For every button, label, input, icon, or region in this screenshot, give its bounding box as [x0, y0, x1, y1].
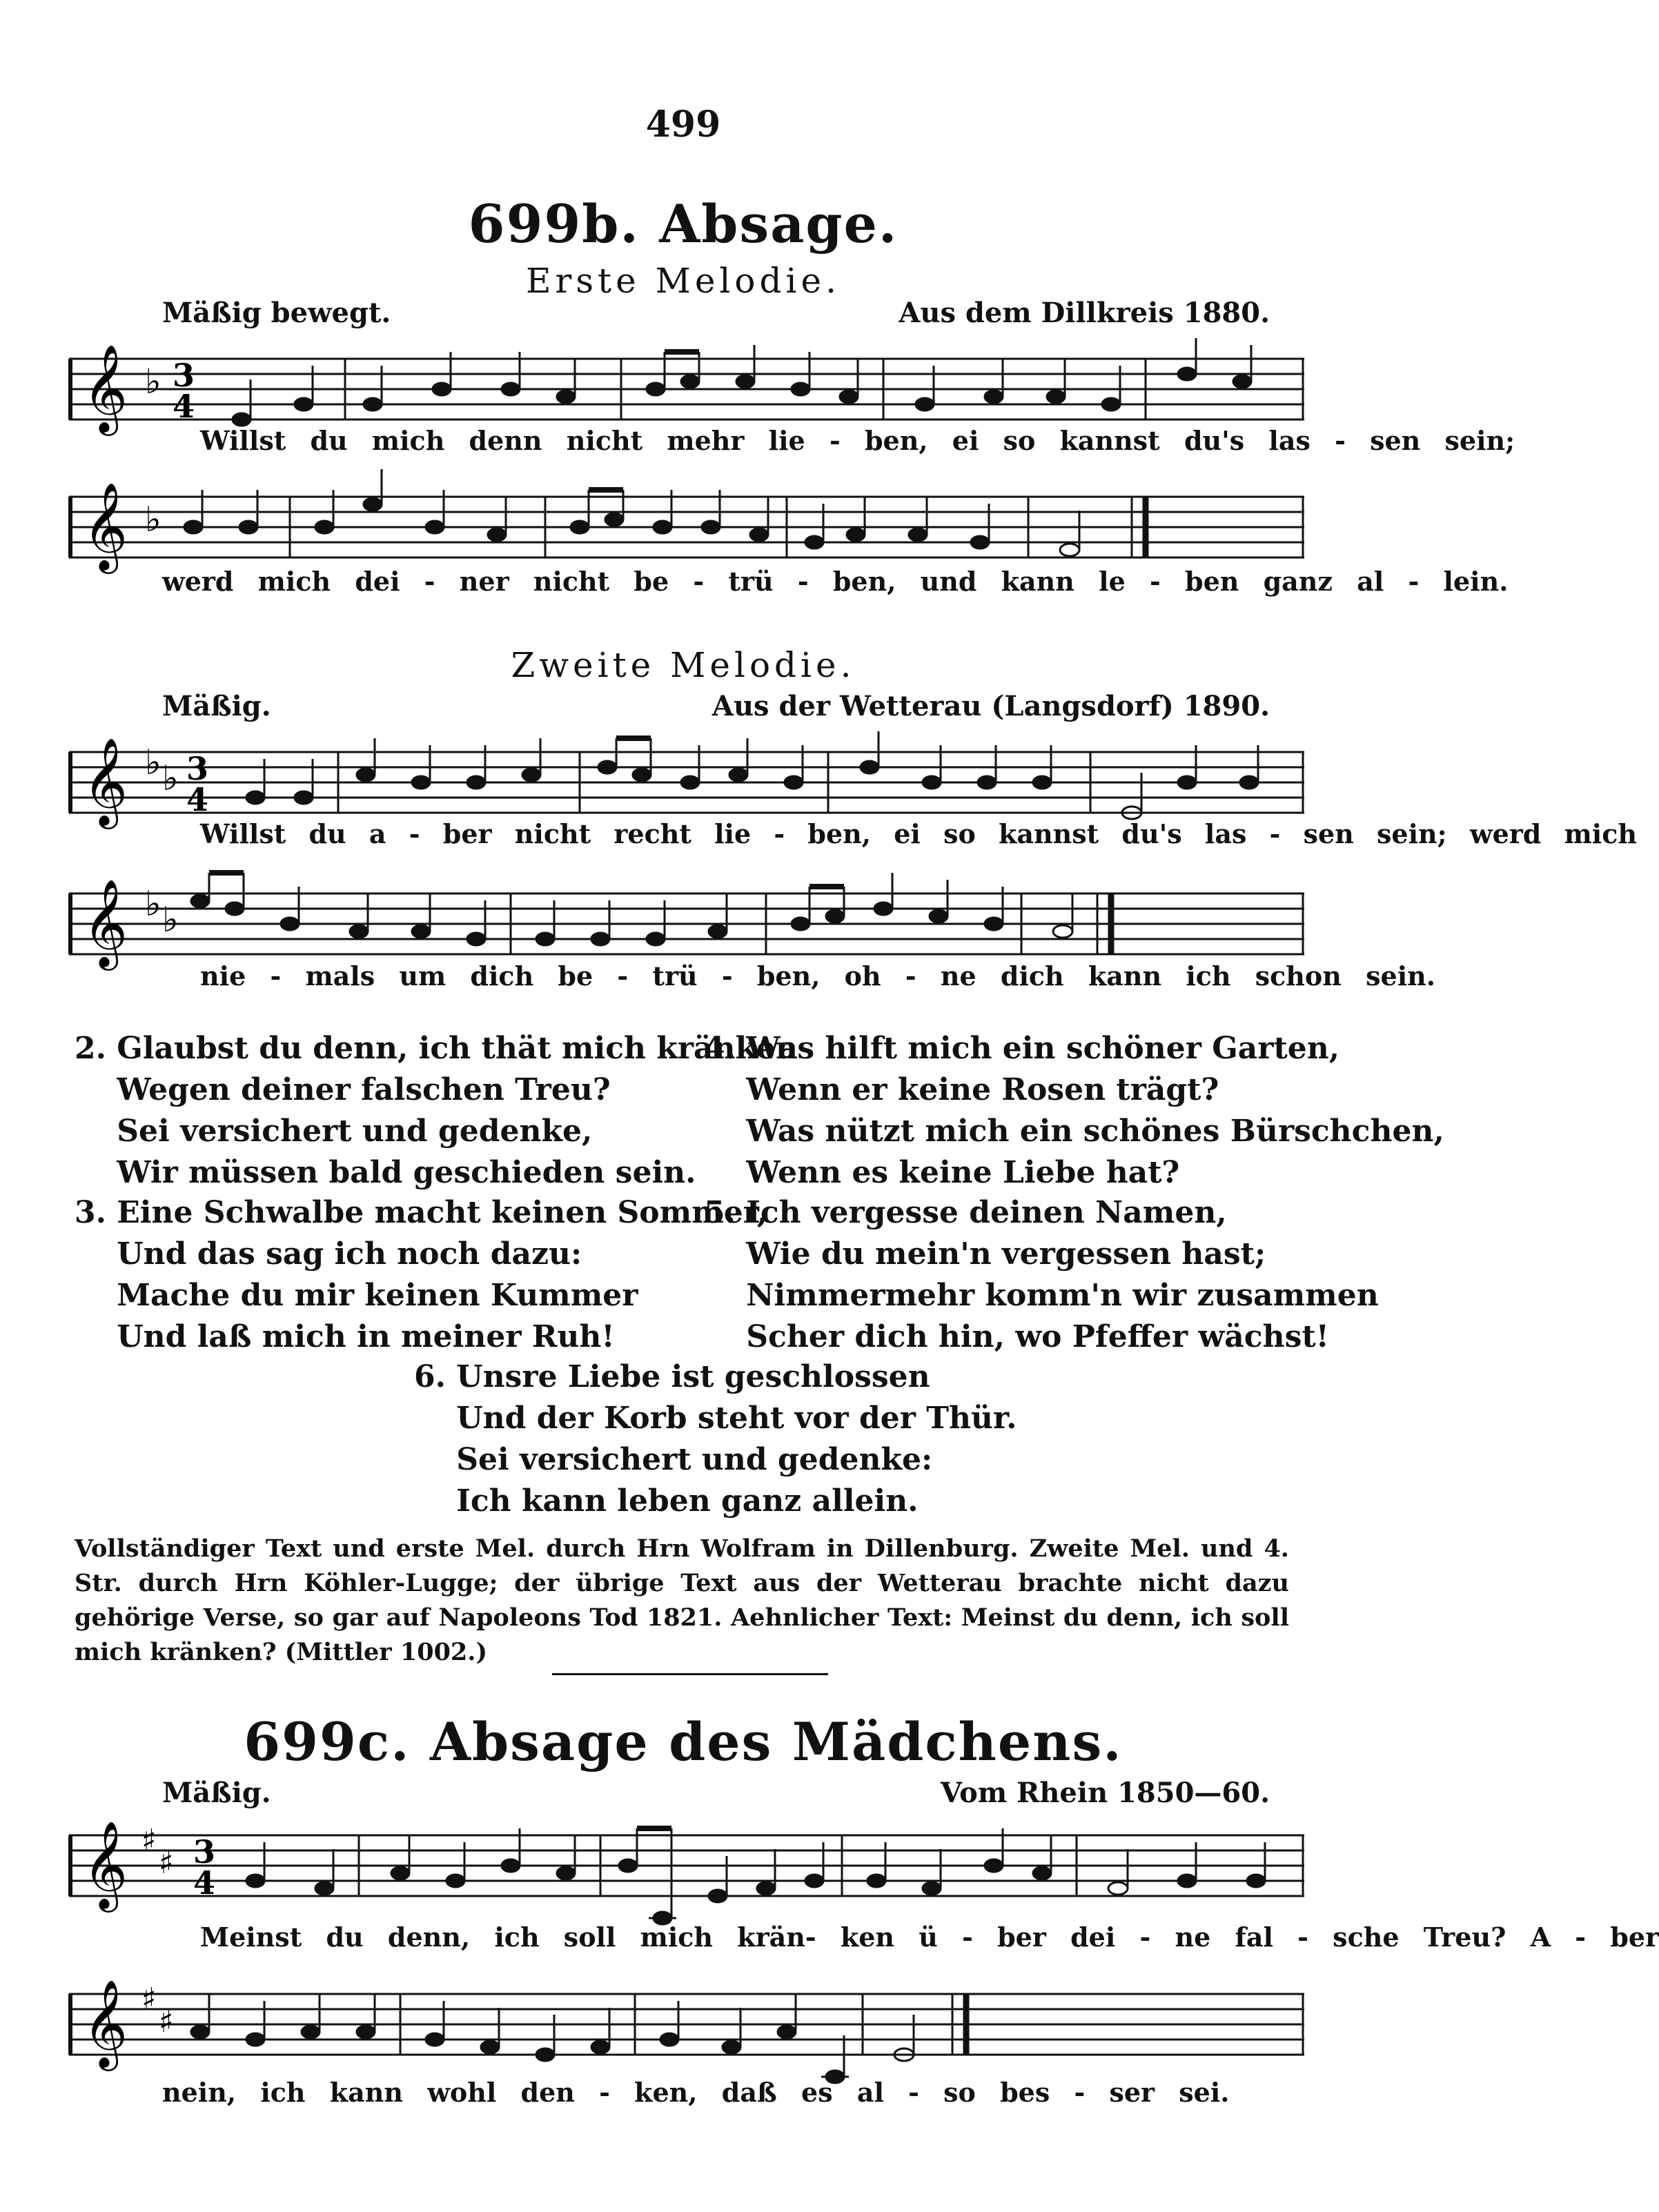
svg-text:♯: ♯: [159, 1846, 174, 1881]
svg-text:3: 3: [186, 750, 209, 787]
music-staff: [69, 1815, 1304, 1932]
treble-clef-icon: 𝄞: [83, 737, 128, 825]
music-staff: [69, 1973, 1304, 2091]
verse-2: 2. Glaubst du denn, ich thät mich kränken Wegen deiner falschen Treu? Sei versichert und gedenke, Wir müssen bald geschieden sein.: [75, 1031, 798, 1190]
svg-text:4: 4: [186, 781, 209, 818]
treble-clef-icon: 𝄞: [83, 482, 128, 570]
source-note: Aus dem Dillkreis 1880.: [899, 297, 1270, 329]
lyrics-line: Meinst du denn, ich soll mich krän- ken ü - ber dei - ne fal - sche Treu? A - ber: [200, 1922, 1659, 1953]
svg-text:♯: ♯: [141, 1823, 157, 1858]
svg-text:♯: ♯: [141, 1982, 157, 2017]
svg-text:3: 3: [173, 357, 195, 394]
svg-text:♭: ♭: [162, 900, 179, 940]
music-staff: [69, 476, 1304, 580]
melody-subtitle: Zweite Melodie.: [511, 645, 856, 685]
svg-text:♭: ♭: [145, 884, 161, 924]
tempo-marking: Mäßig bewegt.: [162, 297, 391, 329]
treble-clef-icon: 𝄞: [83, 1979, 128, 2067]
verse-6: 6. Unsre Liebe ist geschlossen Und der Korb steht vor der Thür. Sei versichert und gedenke: Ich kann leben ganz allein.: [414, 1359, 1017, 1519]
lyrics-line: Willst du mich denn nicht mehr lie - ben, ei so kannst du's las - sen sein;: [200, 425, 1515, 456]
treble-clef-icon: 𝄞: [83, 1820, 128, 1908]
verse-4: 4. Was hilft mich ein schöner Garten, Wenn er keine Rosen trägt? Was nützt mich ein schönes Bürschchen, Wenn es keine Liebe hat?: [704, 1031, 1444, 1190]
source-note: Aus der Wetterau (Langsdorf) 1890.: [711, 690, 1270, 722]
svg-text:4: 4: [193, 1864, 216, 1902]
svg-text:3: 3: [193, 1833, 216, 1870]
melody-subtitle: Erste Melodie.: [526, 261, 841, 301]
song-title: 699b. Absage.: [468, 193, 899, 255]
song-title: 699c. Absage des Mädchens.: [244, 1711, 1123, 1772]
treble-clef-icon: 𝄞: [83, 344, 128, 432]
treble-clef-icon: 𝄞: [83, 878, 128, 967]
lyrics-line: nie - mals um dich be - trü - ben, oh - ne dich kann ich schon sein.: [200, 960, 1436, 991]
source-note: Vom Rhein 1850—60.: [940, 1777, 1270, 1809]
lyrics-line: werd mich dei - ner nicht be - trü - ben, und kann le - ben ganz al - lein.: [162, 566, 1509, 597]
svg-text:♭: ♭: [145, 742, 161, 782]
verse-3: 3. Eine Schwalbe macht keinen Sommer, Und das sag ich noch dazu: Mache du mir keinen Kummer Und laß mich in meiner Ruh!: [75, 1195, 768, 1354]
page-number: 499: [645, 103, 721, 146]
verse-5: 5. Ich vergesse deinen Namen, Wie du mein'n vergessen hast; Nimmermehr komm'n wir zusammen Scher dich hin, wo Pfeffer wächst!: [704, 1195, 1379, 1354]
svg-text:♭: ♭: [145, 362, 161, 402]
lyrics-line: Willst du a - ber nicht recht lie - ben, ei so kannst du's las - sen sein; werd mich: [200, 818, 1638, 849]
svg-text:♭: ♭: [162, 758, 179, 798]
source-commentary: Vollständiger Text und erste Mel. durch Hrn Wolfram in Dillenburg. Zweite Mel. und 4. Str. durch Hrn Köhler-Lugge; der übrige Text aus der Wetterau brachte nicht dazu gehörige Verse, so gar auf Napoleons Tod 1821. Aehnlicher Text: Meinst du denn, ich soll mich kränken? (Mittler 1002.): [75, 1534, 1289, 1666]
section-divider: [552, 1673, 828, 1675]
tempo-marking: Mäßig.: [162, 690, 271, 722]
svg-text:♯: ♯: [159, 2004, 174, 2040]
svg-text:4: 4: [173, 388, 195, 425]
svg-text:♭: ♭: [145, 500, 161, 540]
tempo-marking: Mäßig.: [162, 1777, 271, 1809]
lyrics-line: nein, ich kann wohl den - ken, daß es al - so bes - ser sei.: [162, 2077, 1230, 2108]
